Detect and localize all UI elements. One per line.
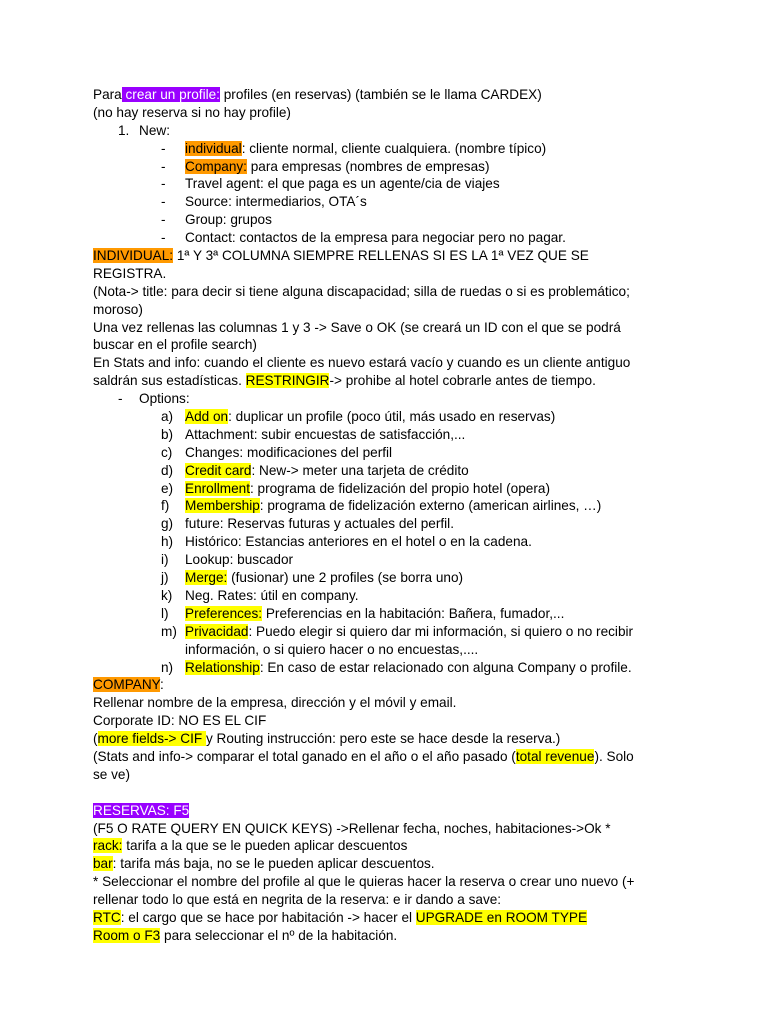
item-text: para empresas (nombres de empresas) [246, 158, 490, 174]
intro-text: Para [93, 87, 122, 102]
option-item [93, 515, 673, 533]
option-item [93, 551, 673, 569]
company-heading [93, 676, 673, 694]
intro-line-2: (no hay reserva si no hay profile) [93, 104, 291, 120]
option-item [93, 623, 673, 641]
option-item [93, 426, 673, 444]
nota-line: (Nota-> title: para decir si tiene alguna discapacidad; silla de ruedas o si es problemático; [93, 283, 630, 299]
option-item [93, 408, 673, 426]
highlight-company: Company: [185, 158, 247, 174]
letter-marker: l) [161, 605, 169, 621]
individual-heading [93, 247, 673, 265]
new-item [93, 158, 673, 176]
item-text: : duplicar un profile (poco útil, más usado en reservas) [228, 409, 556, 425]
highlight-option: Preferences: [185, 605, 263, 621]
letter-marker: c) [161, 444, 173, 460]
letter-marker: n) [161, 659, 174, 675]
highlight-rack: rack: [93, 838, 123, 854]
options-heading [93, 390, 673, 408]
highlight-room: Room o F3 [93, 927, 161, 943]
highlight-individual-heading: INDIVIDUAL: [93, 248, 174, 264]
highlight-reservas: RESERVAS: F5 [93, 802, 190, 818]
option-item [93, 587, 673, 605]
rtc-text: : el cargo que se hace por habitación -> hacer el [120, 909, 416, 925]
highlight-crear-profile: crear un profile: [121, 87, 220, 102]
highlight-option: Privacidad [185, 623, 249, 639]
highlight-company-heading: COMPANY [93, 677, 160, 693]
letter-marker: g) [161, 516, 174, 532]
document-body [93, 86, 673, 945]
company-text: y Routing instrucción: pero este se hace desde la reserva.) [205, 731, 561, 747]
item-text: Preferencias en la habitación: Bañera, fumador,... [262, 605, 565, 621]
company-line [93, 748, 673, 766]
bar-text: : tarifa más baja, no se le pueden aplicar descuentos. [112, 856, 435, 872]
highlight-option: Add on [185, 409, 229, 425]
stats-text: saldrán sus estadísticas. [93, 373, 246, 389]
item-text: Group: grupos [185, 212, 272, 228]
dash-marker: - [118, 391, 123, 407]
save-line: buscar en el profile search) [93, 337, 257, 353]
item-text: Attachment: subir encuestas de satisfacción,... [185, 426, 466, 442]
item-text: Source: intermediarios, OTA´s [185, 194, 367, 210]
company-text: ( [93, 731, 98, 747]
dash-marker: - [161, 194, 166, 210]
item-text: : En caso de estar relacionado con alguna Company o profile. [259, 659, 632, 675]
company-line: Corporate ID: NO ES EL CIF [93, 713, 267, 729]
dash-marker: - [161, 230, 166, 246]
item-text: Contact: contactos de la empresa para negociar pero no pagar. [185, 230, 566, 246]
item-text: Lookup: buscador [185, 552, 294, 568]
option-item [93, 659, 673, 677]
highlight-restringir: RESTRINGIR [245, 373, 330, 389]
highlight-option: Credit card [185, 462, 252, 478]
item-text: future: Reservas futuras y actuales del perfil. [185, 516, 454, 532]
new-heading [93, 122, 673, 140]
item-text: : New-> meter una tarjeta de crédito [251, 462, 469, 478]
new-item [93, 193, 673, 211]
room-line [93, 927, 673, 945]
rtc-line [93, 909, 673, 927]
dash-marker: - [161, 140, 166, 156]
new-item [93, 140, 673, 158]
highlight-upgrade: UPGRADE en ROOM TYPE [415, 909, 588, 925]
reservas-heading [93, 802, 673, 820]
rack-line [93, 837, 673, 855]
intro-line-1 [93, 86, 673, 104]
reservas-line: * Seleccionar el nombre del profile al que le quieras hacer la reserva o crear uno nuevo (+ [93, 874, 635, 890]
option-item-continuation: información, o si quiero hacer o no encuestas,.... [185, 641, 479, 657]
reservas-line: rellenar todo lo que está en negrita de la reserva: e ir dando a save: [93, 892, 502, 908]
dash-marker: - [161, 176, 166, 192]
stats-text: -> prohibe al hotel cobrarle antes de tiempo. [329, 373, 596, 389]
room-text: para seleccionar el nº de la habitación. [160, 927, 398, 943]
dash-marker: - [161, 158, 166, 174]
item-text: : cliente normal, cliente cualquiera. (nombre típico) [241, 140, 547, 156]
bar-line [93, 855, 673, 873]
new-item [93, 229, 673, 247]
company-line: se ve) [93, 766, 131, 782]
letter-marker: e) [161, 480, 174, 496]
highlight-rtc: RTC [93, 909, 121, 925]
option-item [93, 569, 673, 587]
option-item [93, 444, 673, 462]
letter-marker: i) [161, 552, 169, 568]
highlight-total-revenue: total revenue [515, 748, 595, 764]
letter-marker: m) [161, 623, 177, 639]
list-number: 1. [118, 122, 130, 138]
options-label: Options: [139, 391, 190, 407]
save-line: Una vez rellenas las columnas 1 y 3 -> Save o OK (se creará un ID con el que se podrá [93, 319, 621, 335]
item-text: Histórico: Estancias anteriores en el hotel o en la cadena. [185, 534, 532, 550]
blank-line [93, 784, 673, 802]
highlight-option: Relationship [185, 659, 260, 675]
new-label: New: [139, 122, 170, 138]
item-text: : Puedo elegir si quiero dar mi información, si quiero o no recibir [248, 623, 634, 639]
letter-marker: d) [161, 462, 174, 478]
intro-text: profiles (en reservas) (también se le llama CARDEX) [219, 87, 542, 102]
item-text: : programa de fidelización del propio hotel (opera) [249, 480, 550, 496]
letter-marker: h) [161, 534, 174, 550]
option-item [93, 462, 673, 480]
company-colon: : [159, 677, 164, 693]
stats-line: En Stats and info: cuando el cliente es nuevo estará vacío y cuando es un cliente antiguo [93, 355, 631, 371]
new-item [93, 211, 673, 229]
option-item [93, 480, 673, 498]
item-text: Neg. Rates: útil en company. [185, 587, 359, 603]
highlight-option: Merge: [185, 570, 228, 586]
item-text: (fusionar) une 2 profiles (se borra uno) [227, 570, 464, 586]
highlight-individual: individual [185, 140, 242, 156]
company-text: (Stats and info-> comparar el total ganado en el año o el año pasado ( [93, 748, 516, 764]
letter-marker: a) [161, 409, 174, 425]
letter-marker: f) [161, 498, 170, 514]
new-item [93, 175, 673, 193]
letter-marker: k) [161, 587, 173, 603]
company-text: ). Solo [594, 748, 634, 764]
item-text: Changes: modificaciones del perfil [185, 444, 393, 460]
highlight-more-fields: more fields-> CIF [97, 731, 206, 747]
company-line [93, 730, 673, 748]
rack-text: tarifa a la que se le pueden aplicar descuentos [122, 838, 408, 854]
highlight-option: Enrollment [185, 480, 250, 496]
letter-marker: j) [161, 570, 169, 586]
reservas-line: (F5 O RATE QUERY EN QUICK KEYS) ->Rellenar fecha, noches, habitaciones->Ok * [93, 820, 611, 836]
letter-marker: b) [161, 426, 174, 442]
individual-text: 1ª Y 3ª COLUMNA SIEMPRE RELLENAS SI ES LA 1ª VEZ QUE SE [173, 248, 589, 264]
company-line: Rellenar nombre de la empresa, dirección y el móvil y email. [93, 695, 457, 711]
highlight-bar: bar [93, 856, 113, 872]
item-text: : programa de fidelización externo (american airlines, …) [259, 498, 602, 514]
highlight-option: Membership [185, 498, 260, 514]
option-item [93, 605, 673, 623]
individual-line: REGISTRA. [93, 265, 167, 281]
dash-marker: - [161, 212, 166, 228]
option-item [93, 497, 673, 515]
nota-line: moroso) [93, 301, 143, 317]
item-text: Travel agent: el que paga es un agente/cia de viajes [185, 176, 500, 192]
option-item [93, 533, 673, 551]
stats-line [93, 372, 673, 390]
